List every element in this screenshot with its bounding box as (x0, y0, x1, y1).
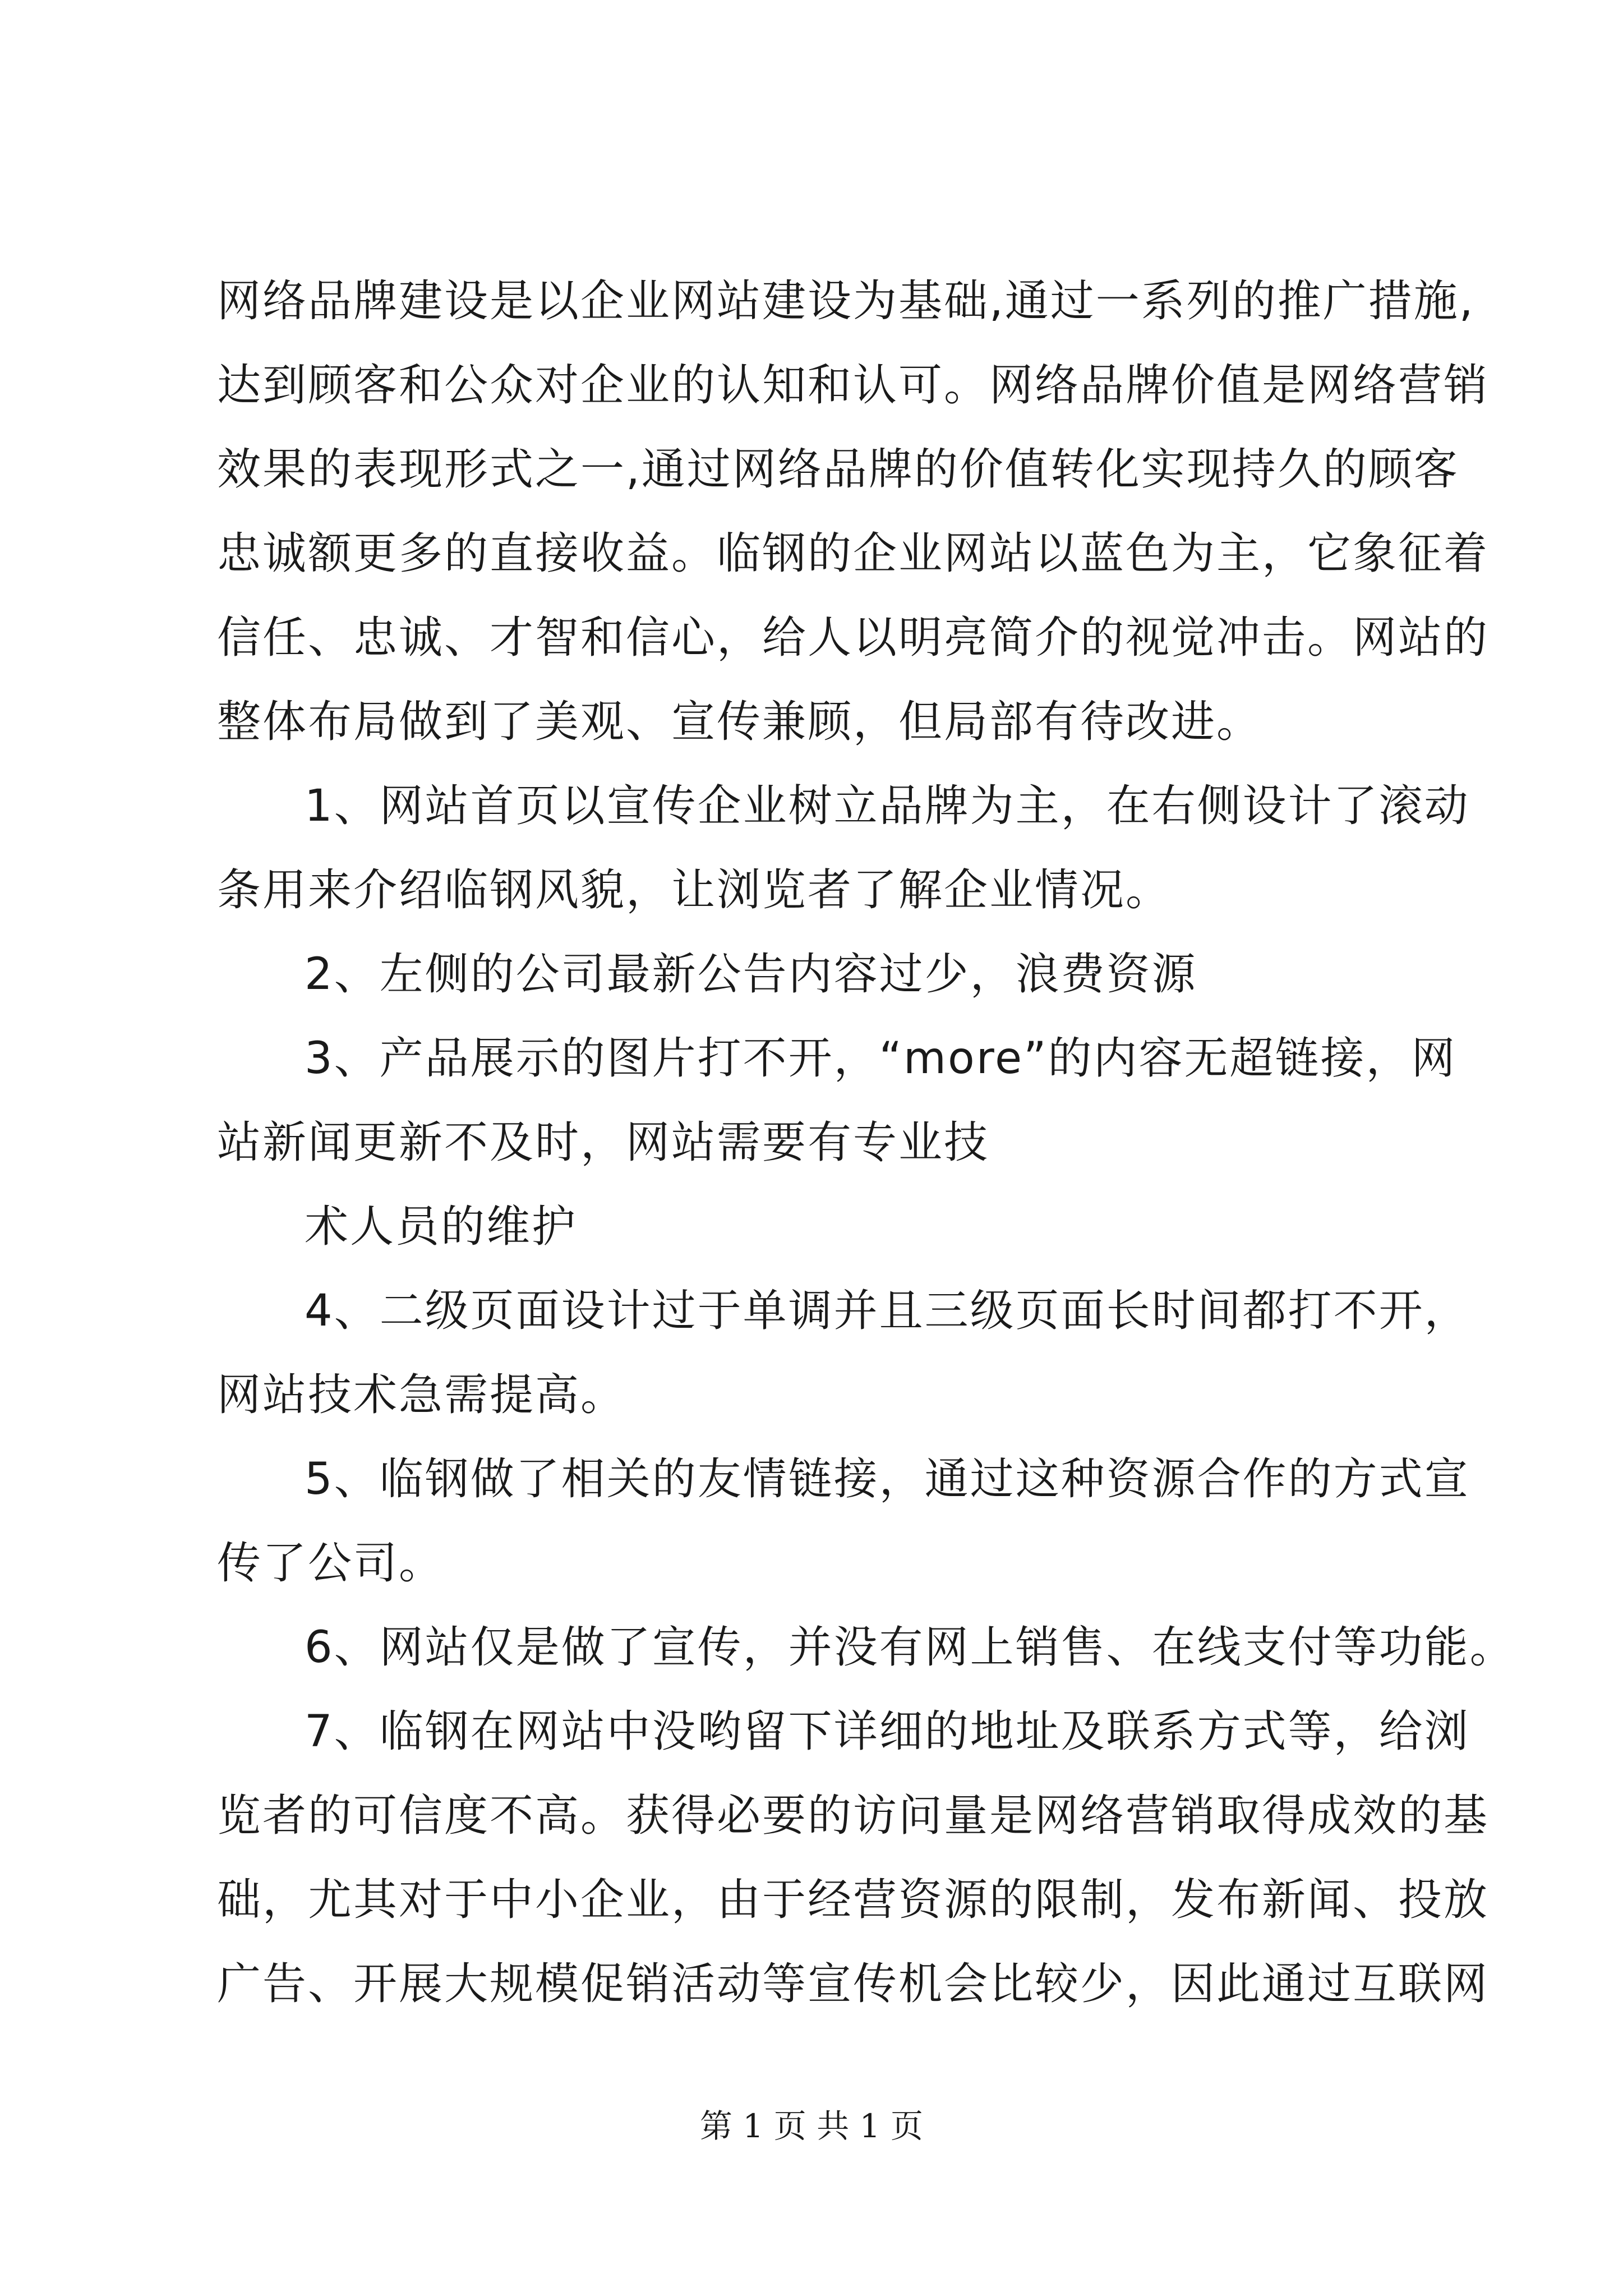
paragraph-line: 整体布局做到了美观、宣传兼顾，但局部有待改进。 (217, 697, 1262, 747)
paragraph-line: 网络品牌建设是以企业网站建设为基础,通过一系列的推广措施, (217, 276, 1475, 326)
paragraph-line: 达到顾客和公众对企业的认知和认可。网络品牌价值是网络营销 (217, 360, 1490, 411)
list-item-line: 1、网站首页以宣传企业树立品牌为主，在右侧设计了滚动 (305, 781, 1470, 831)
list-item-line: 网站技术急需提高。 (217, 1370, 626, 1420)
list-item-line: 条用来介绍临钢风貌，让浏览者了解企业情况。 (217, 865, 1172, 915)
list-item-line: 术人员的维护 (305, 1202, 578, 1252)
paragraph-line: 信任、忠诚、才智和信心，给人以明亮简介的视觉冲击。网站的 (217, 613, 1490, 663)
list-item-line: 3、产品展示的图片打不开，“more”的内容无超链接，网 (305, 1033, 1457, 1084)
paragraph-line: 忠诚额更多的直接收益。临钢的企业网站以蓝色为主，它象征着 (217, 528, 1490, 579)
paragraph-line: 广告、开展大规模促销活动等宣传机会比较少，因此通过互联网 (217, 1959, 1490, 2009)
list-item-line: 5、临钢做了相关的友情链接，通过这种资源合作的方式宣 (305, 1454, 1470, 1504)
page-footer: 第 1 页 共 1 页 (700, 2107, 923, 2145)
list-item-line: 4、二级页面设计过于单调并且三级页面长时间都打不开， (305, 1286, 1470, 1336)
list-item-line: 7、临钢在网站中没哟留下详细的地址及联系方式等，给浏 (305, 1706, 1470, 1757)
paragraph-line: 效果的表现形式之一,通过网络品牌的价值转化实现持久的顾客 (217, 444, 1459, 495)
list-item-line: 传了公司。 (217, 1538, 445, 1589)
list-item-line: 站新闻更新不及时，网站需要有专业技 (217, 1117, 990, 1168)
list-item-line: 2、左侧的公司最新公告内容过少，浪费资源 (305, 949, 1197, 1000)
list-item-line: 6、网站仅是做了宣传，并没有网上销售、在线支付等功能。 (305, 1622, 1515, 1673)
paragraph-line: 础，尤其对于中小企业，由于经营资源的限制，发布新闻、投放 (217, 1875, 1490, 1925)
paragraph-line: 览者的可信度不高。获得必要的访问量是网络营销取得成效的基 (217, 1791, 1490, 1841)
